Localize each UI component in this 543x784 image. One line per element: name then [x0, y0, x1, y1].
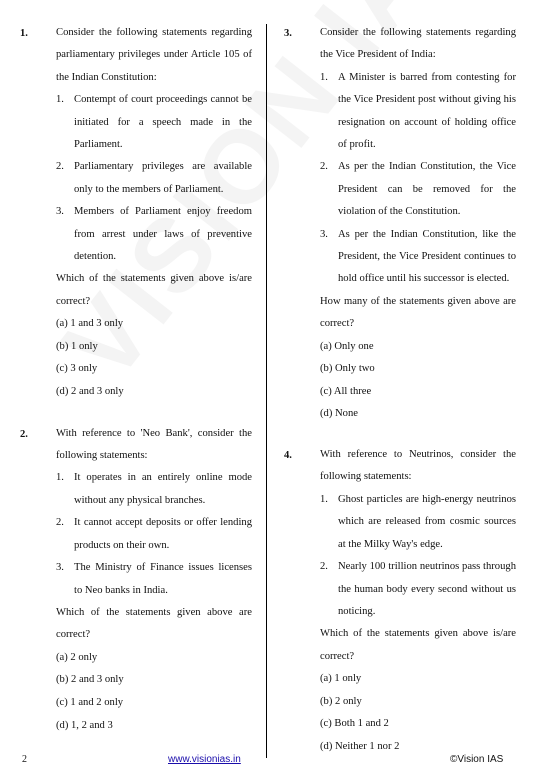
question-4	[284, 444, 516, 758]
statement	[320, 224, 516, 291]
option-d: (d) None	[320, 408, 358, 420]
statement-text: It cannot accept deposits or offer lending products on their own.	[74, 517, 252, 551]
option-c: (c) 3 only	[56, 363, 98, 375]
statement-number: 1.	[320, 493, 328, 505]
question-3	[284, 22, 516, 426]
question-stem: With reference to 'Neo Bank', consider the following statements:	[56, 427, 252, 462]
option-a: (a) 1 only	[320, 673, 362, 685]
option-a: (a) 1 and 3 only	[56, 318, 124, 330]
copyright-notice: ©Vision IAS	[450, 754, 504, 765]
statement-number: 2.	[56, 161, 64, 173]
statement-number: 3.	[56, 206, 64, 218]
statement	[320, 156, 516, 223]
statement-number: 3.	[320, 228, 328, 240]
statement	[320, 489, 516, 556]
statement-text: As per the Indian Constitution, the Vice President can be removed for the violation of the Constitution.	[338, 161, 516, 218]
question-number: 4.	[284, 450, 292, 462]
option-d: (d) 1, 2 and 3	[56, 719, 113, 731]
statement-number: 2.	[320, 561, 328, 573]
statement-number: 3.	[56, 562, 64, 574]
statement-text: A Minister is barred from contesting for the Vice President post without giving his resignation on account of holding office of profit.	[338, 71, 516, 151]
question-2	[20, 423, 252, 737]
question-prompt: Which of the statements given above are correct?	[56, 606, 252, 641]
statement-text: Members of Parliament enjoy freedom from arrest under laws of preventive detention.	[74, 206, 252, 263]
option-a: (a) 2 only	[56, 651, 98, 663]
statement-text: It operates in an entirely online mode without any physical branches.	[74, 472, 252, 506]
option-d: (d) 2 and 3 only	[56, 386, 124, 398]
page-number: 2	[22, 754, 27, 765]
statement-text: Ghost particles are high-energy neutrinos which are released from cosmic sources at the Milky Way's edge.	[338, 493, 516, 550]
option-b: (b) Only two	[320, 363, 375, 375]
option-list	[56, 647, 252, 737]
option-list	[320, 336, 516, 426]
statement-list	[56, 467, 252, 601]
option-c: (c) Both 1 and 2	[320, 718, 389, 730]
option-a: (a) Only one	[320, 340, 374, 352]
statement-text: Parliamentary privileges are available only to the members of Parliament.	[74, 161, 252, 195]
statement-number: 2.	[56, 517, 64, 529]
statement	[56, 557, 252, 602]
statement-number: 1.	[56, 94, 64, 106]
statement-list	[320, 67, 516, 291]
statement-text: As per the Indian Constitution, like the President, the Vice President continues to hold office until his successor is elected.	[338, 228, 516, 285]
option-c: (c) 1 and 2 only	[56, 696, 124, 708]
question-stem: Consider the following statements regarding parliamentary privileges under Article 105 of the Indian Constitution:	[56, 27, 252, 83]
statement-number: 1.	[320, 71, 328, 83]
statement-number: 2.	[320, 161, 328, 173]
statement-text: The Ministry of Finance issues licenses to Neo banks in India.	[74, 562, 252, 596]
statement	[56, 467, 252, 512]
statement	[320, 67, 516, 157]
statement	[56, 201, 252, 268]
statement	[56, 512, 252, 557]
statement-number: 1.	[56, 472, 64, 484]
page-footer	[0, 754, 543, 770]
question-prompt: Which of the statements given above is/are correct?	[320, 628, 516, 662]
option-list	[320, 668, 516, 758]
question-prompt: Which of the statements given above is/are correct?	[56, 273, 252, 307]
option-list	[56, 313, 252, 403]
question-1	[20, 22, 252, 404]
question-prompt: How many of the statements given above are correct?	[320, 295, 516, 330]
option-b: (b) 1 only	[56, 340, 98, 352]
statement	[56, 89, 252, 156]
right-column	[284, 22, 516, 759]
statement	[56, 156, 252, 201]
option-b: (b) 2 and 3 only	[56, 674, 124, 686]
website-link[interactable]: www.visionias.in	[168, 754, 241, 765]
option-c: (c) All three	[320, 385, 372, 397]
column-divider	[266, 24, 267, 758]
statement-text: Nearly 100 trillion neutrinos pass through the human body every second without us noticing.	[338, 561, 516, 617]
left-column	[20, 22, 252, 737]
statement	[320, 556, 516, 623]
question-number: 3.	[284, 28, 292, 39]
question-stem: With reference to Neutrinos, consider the following statements:	[320, 449, 516, 483]
question-stem: Consider the following statements regarding the Vice President of India:	[320, 27, 516, 61]
statement-list	[56, 89, 252, 268]
statement-list	[320, 489, 516, 623]
question-number: 1.	[20, 28, 28, 39]
option-b: (b) 2 only	[320, 695, 362, 707]
option-d: (d) Neither 1 nor 2	[320, 740, 400, 752]
statement-text: Contempt of court proceedings cannot be initiated for a speech made in the Parliament.	[74, 94, 252, 151]
question-number: 2.	[20, 428, 28, 440]
